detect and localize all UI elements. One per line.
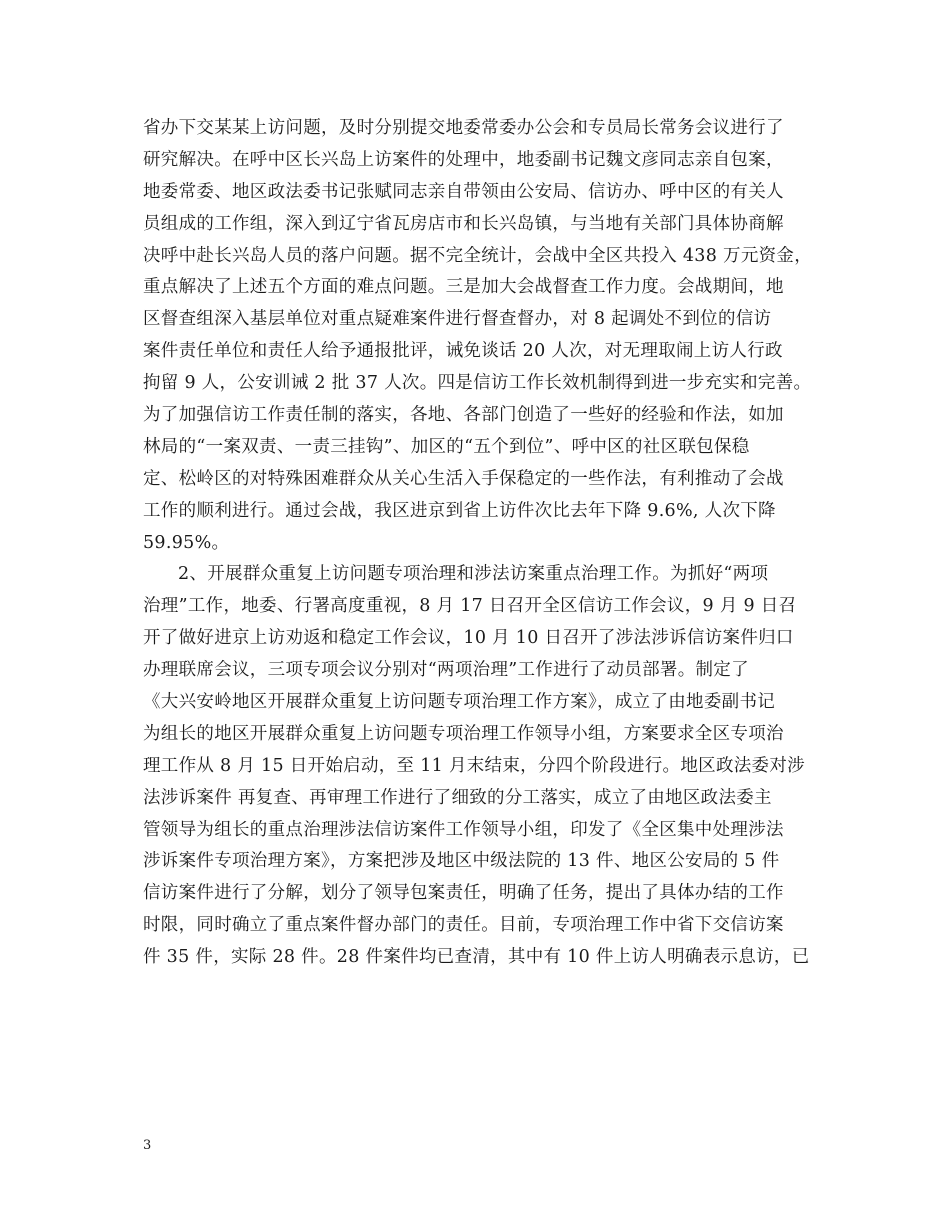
text-line: 拘留 9 人，公安训诫 2 批 37 人次。四是信访工作长效机制得到进一步充实和完善。: [143, 373, 812, 394]
text-line: 治理”工作，地委、行署高度重视，8 月 17 日召开全区信访工作会议，9 月 9 日召: [143, 596, 797, 617]
text-line: 《大兴安岭地区开展群众重复上访问题专项治理工作方案》，成立了由地委副书记: [143, 692, 776, 713]
text-line: 为组长的地区开展群众重复上访问题专项治理工作领导小组，方案要求全区专项治: [143, 723, 784, 744]
paragraph-start-line: 2、开展群众重复上访问题专项治理和涉法访案重点治理工作。为抓好“两项: [178, 564, 769, 585]
text-line: 理工作从 8 月 15 日开始启动，至 11 月末结束，分四个阶段进行。地区政法委对涉: [143, 755, 805, 776]
text-line: 开了做好进京上访劝返和稳定工作会议，10 月 10 日召开了涉法涉诉信访案件归口: [143, 628, 794, 649]
text-line: 案件责任单位和责任人给予通报批评，诫免谈话 20 人次，对无理取闹上访人行政: [143, 341, 783, 362]
text-line: 研究解决。在呼中区长兴岛上访案件的处理中，地委副书记魏文彦同志亲自包案，: [143, 149, 784, 170]
text-line: 时限，同时确立了重点案件督办部门的责任。目前，专项治理工作中省下交信访案: [143, 915, 784, 936]
text-line: 为了加强信访工作责任制的落实，各地、各部门创造了一些好的经验和作法，如加: [143, 405, 784, 426]
text-line: 办理联席会议，三项专项会议分别对“两项治理”工作进行了动员部署。制定了: [143, 660, 749, 681]
text-line: 件 35 件，实际 28 件。28 件案件均已查清，其中有 10 件上访人明确表示息访，已: [143, 947, 810, 968]
text-line: 区督查组深入基层单位对重点疑难案件进行督查督办，对 8 起调处不到位的信访: [143, 309, 772, 330]
text-line: 员组成的工作组，深入到辽宁省瓦房店市和长兴岛镇，与当地有关部门具体协商解: [143, 213, 784, 234]
body-text: [143, 113, 813, 974]
text-line: 重点解决了上述五个方面的难点问题。三是加大会战督查工作力度。会战期间，地: [143, 277, 784, 298]
text-line: 定、松岭区的对特殊困难群众从关心生活入手保稳定的一些作法，有利推动了会战: [143, 468, 784, 489]
text-line: 59.95%。: [143, 532, 230, 553]
page-number: 3: [143, 1138, 152, 1153]
text-line: 林局的“一案双责、一责三挂钩”、加区的“五个到位”、呼中区的社区联包保稳: [143, 436, 750, 457]
text-line: 决呼中赴长兴岛人员的落户问题。据不完全统计，会战中全区共投入 438 万元资金，: [143, 245, 813, 266]
text-line: 涉诉案件专项治理方案》，方案把涉及地区中级法院的 13 件、地区公安局的 5 件: [143, 851, 780, 872]
text-line: 信访案件进行了分解，划分了领导包案责任，明确了任务，提出了具体办结的工作: [143, 883, 784, 904]
text-line: 管领导为组长的重点治理涉法信访案件工作领导小组，印发了《全区集中处理涉法: [143, 819, 784, 840]
text-line: 工作的顺利进行。通过会战，我区进京到省上访件次比去年下降 9.6%, 人次下降: [143, 500, 776, 521]
text-line: 地委常委、地区政法委书记张赋同志亲自带领由公安局、信访办、呼中区的有关人: [143, 181, 784, 202]
text-line: 省办下交某某上访问题，及时分别提交地委常委办公会和专员局长常务会议进行了: [143, 118, 784, 138]
text-line: 法涉诉案件 再复查、再审理工作进行了细致的分工落实，成立了由地区政法委主: [143, 787, 772, 808]
